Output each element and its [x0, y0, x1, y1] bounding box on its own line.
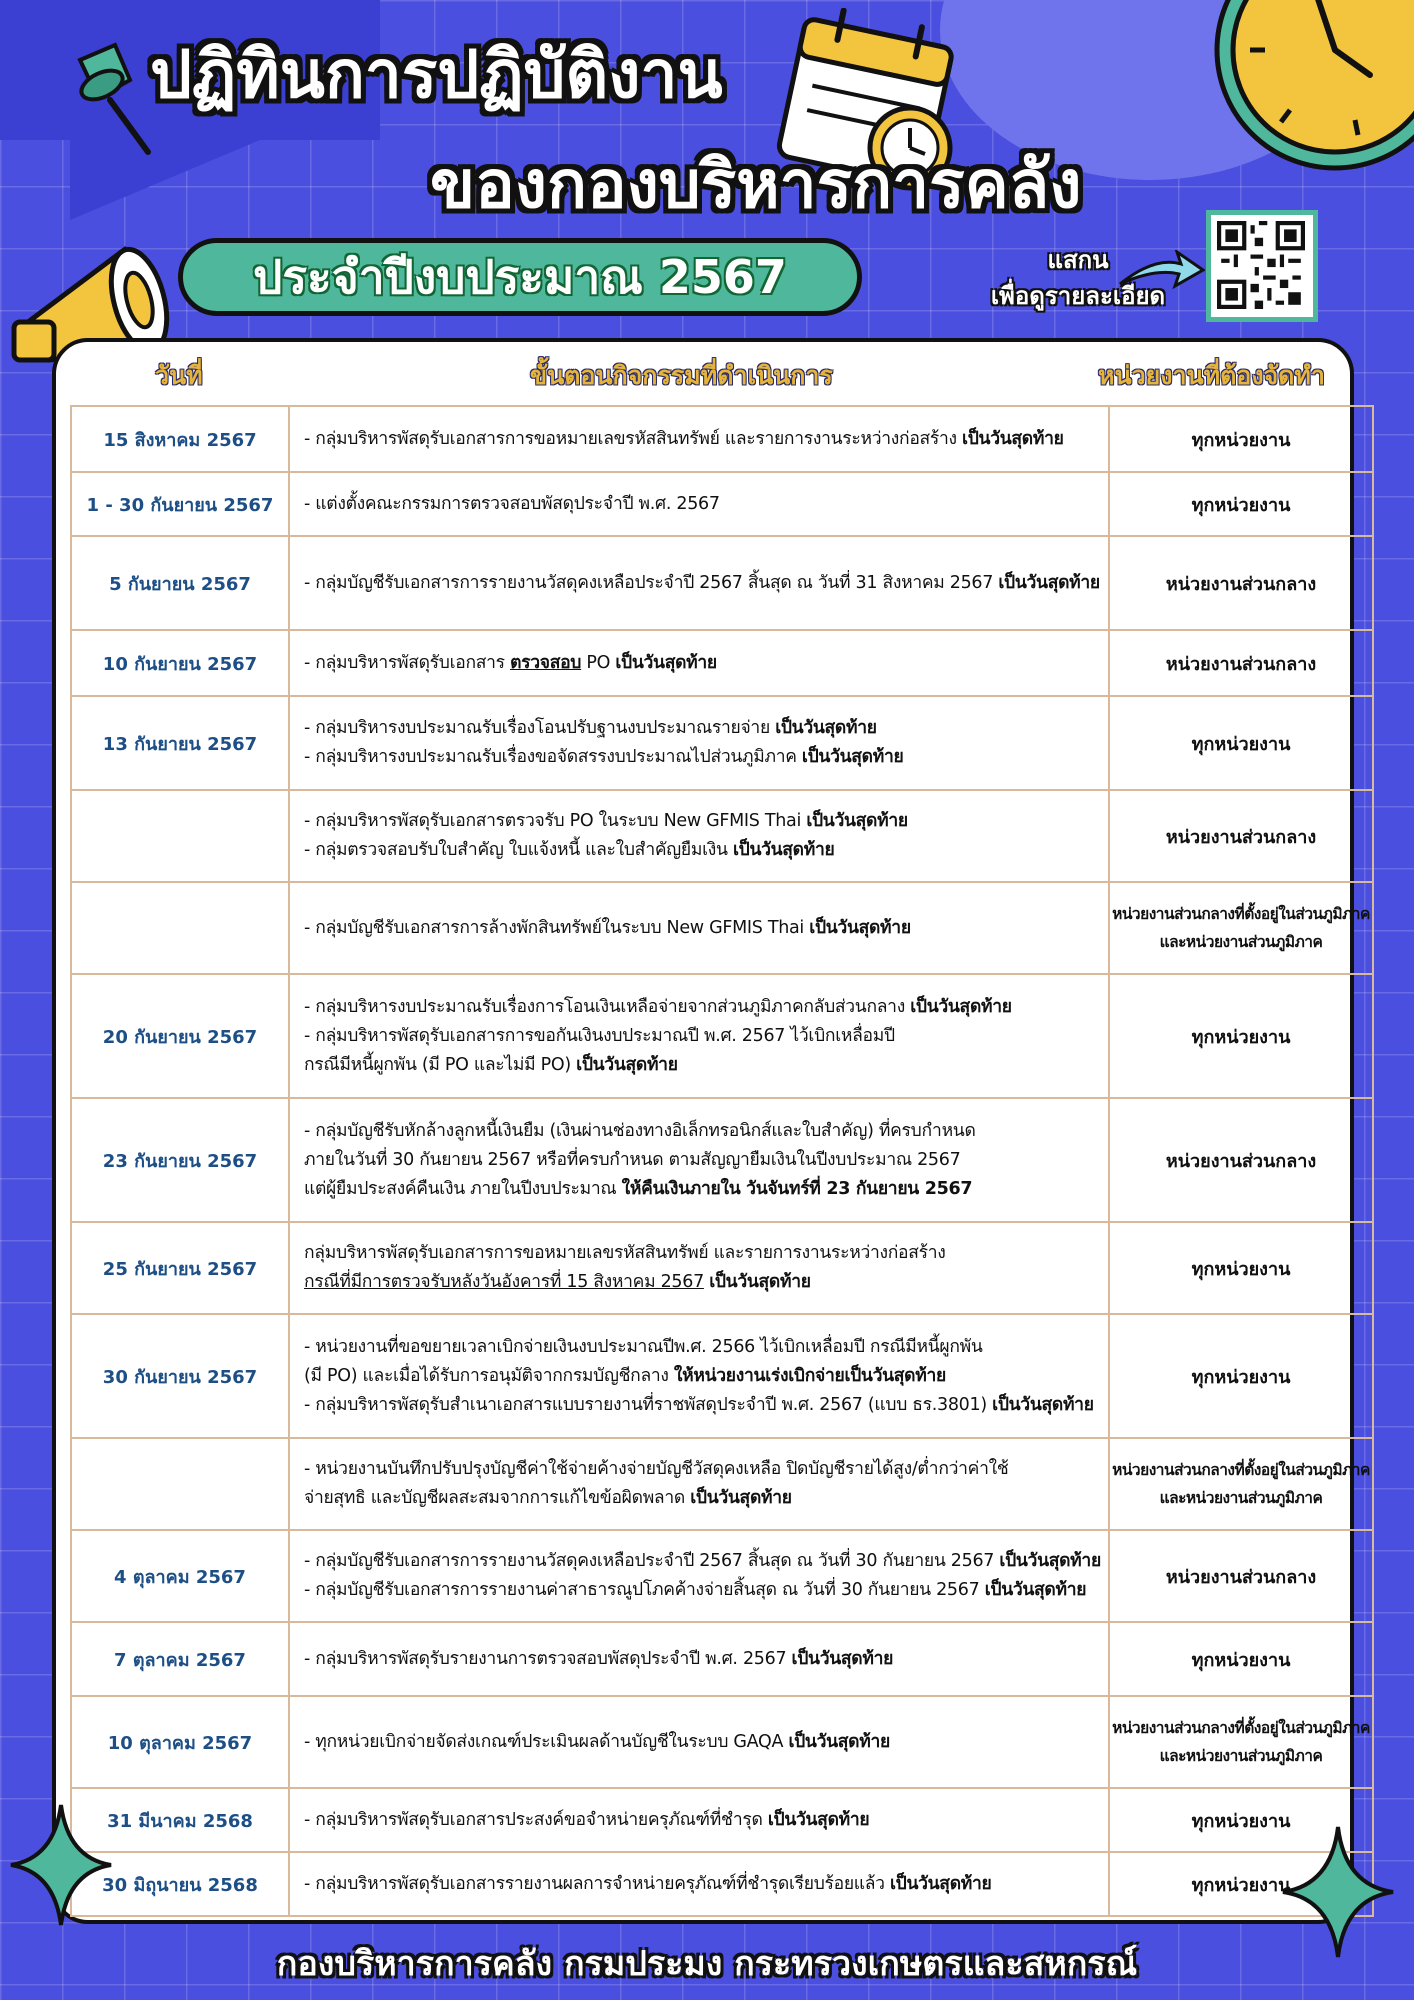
- activity-text: กลุ่มบริหารพัสดุรับเอกสารการขอหมายเลขรหัสสินทรัพย์ และรายการงานระหว่างก่อสร้าง: [304, 1243, 946, 1263]
- row-date: [71, 882, 289, 974]
- row-activity: [289, 1852, 1109, 1916]
- activity-line: [304, 1333, 1094, 1362]
- row-responsible-unit: หน่วยงานส่วนกลาง: [1109, 1098, 1373, 1222]
- row-date: 15 สิงหาคม 2567: [71, 406, 289, 472]
- row-responsible-unit: ทุกหน่วยงาน: [1109, 1788, 1373, 1852]
- table-row: [71, 1852, 1373, 1916]
- table-row: [71, 1314, 1373, 1438]
- row-responsible-unit: หน่วยงานส่วนกลางที่ตั้งอยู่ในส่วนภูมิภาค และหน่วยงานส่วนภูมิภาค: [1109, 1438, 1373, 1530]
- activity-text: แต่ผู้ยืมประสงค์คืนเงิน ภายในปีงบประมาณ: [304, 1178, 622, 1199]
- activity-line: [304, 914, 1094, 943]
- activity-line: [304, 649, 1094, 678]
- activity-deadline-text: เป็นวันสุดท้าย: [801, 747, 904, 767]
- table-row: [71, 1530, 1373, 1622]
- table-row: [71, 1696, 1373, 1788]
- row-date: 10 ตุลาคม 2567: [71, 1696, 289, 1788]
- activity-text: - กลุ่มบริหารงบประมาณรับเรื่องโอนปรับฐานงบประมาณรายจ่าย: [304, 718, 776, 738]
- activity-text: - กลุ่มตรวจสอบรับใบสำคัญ ใบแจ้งหนี้ และใบสำคัญยืมเงิน: [304, 840, 733, 860]
- activity-text: - กลุ่มบัญชีรับเอกสารการรายงานค่าสาธารณูปโภคค้างจ่ายสิ้นสุด ณ วันที่ 30 กันยายน 2567: [304, 1580, 985, 1600]
- activity-deadline-text: เป็นวันสุดท้าย: [767, 1809, 870, 1830]
- activity-text: - กลุ่มบริหารพัสดุรับเอกสารรายงานผลการจำหน่ายครุภัณฑ์ที่ชำรุดเรียบร้อยแล้ว: [304, 1873, 890, 1894]
- row-responsible-unit: ทุกหน่วยงาน: [1109, 1622, 1373, 1696]
- activity-text: - กลุ่มบัญชีรับเอกสารการรายงานวัสดุคงเหลือประจำปี 2567 สิ้นสุด ณ วันที่ 31 สิงหาคม 2567: [304, 572, 999, 593]
- scan-detail-label: เพื่อดูรายละเอียด: [990, 282, 1166, 310]
- activity-line: [304, 1268, 1094, 1297]
- activity-text: - แต่งตั้งคณะกรรมการตรวจสอบพัสดุประจำปี พ.ศ. 2567: [304, 493, 720, 514]
- activity-text: - กลุ่มบริหารพัสดุรับสำเนาเอกสารแบบรายงานที่ราชพัสดุประจำปี พ.ศ. 2567 (แบบ ธร.3801): [304, 1394, 993, 1415]
- row-activity: [289, 630, 1109, 696]
- pushpin-icon: [70, 40, 160, 160]
- table-row: [71, 974, 1373, 1098]
- row-date: 20 กันยายน 2567: [71, 974, 289, 1098]
- activity-line: [304, 490, 1094, 519]
- sparkle-icon: [6, 1800, 116, 1930]
- row-activity: [289, 1788, 1109, 1852]
- row-responsible-unit: ทุกหน่วยงาน: [1109, 974, 1373, 1098]
- activity-deadline-text: เป็นวันสุดท้าย: [791, 1648, 894, 1669]
- row-responsible-unit: ทุกหน่วยงาน: [1109, 406, 1373, 472]
- activity-line: [304, 836, 1094, 865]
- row-responsible-unit: หน่วยงานส่วนกลาง: [1109, 630, 1373, 696]
- activity-line: [304, 1484, 1094, 1513]
- row-activity: [289, 1622, 1109, 1696]
- activity-line: [304, 714, 1094, 743]
- qr-code-icon: [1217, 221, 1305, 309]
- activity-text: - กลุ่มบริหารพัสดุรับเอกสารตรวจรับ PO ในระบบ New GFMIS Thai: [304, 811, 807, 831]
- activity-deadline-text: เป็นวันสุดท้าย: [788, 1731, 890, 1752]
- activity-text: - กลุ่มบริหารพัสดุรับเอกสารการขอกันเงินงบประมาณปี พ.ศ. 2567 ไว้เบิกเหลื่อมปี: [304, 1025, 895, 1046]
- activity-deadline-text: เป็นวันสุดท้าย: [992, 1394, 1094, 1415]
- row-date: [71, 1438, 289, 1530]
- row-date: 30 มิถุนายน 2568: [71, 1852, 289, 1916]
- activity-text: - กลุ่มบริหารพัสดุรับเอกสารประสงค์ขอจำหน่ายครุภัณฑ์ที่ชำรุด: [304, 1809, 768, 1830]
- activity-line: [304, 1362, 1094, 1391]
- activity-deadline-text: เป็นวันสุดท้าย: [910, 996, 1012, 1017]
- row-responsible-unit: ทุกหน่วยงาน: [1109, 696, 1373, 790]
- row-activity: [289, 696, 1109, 790]
- row-date: 1 - 30 กันยายน 2567: [71, 472, 289, 536]
- activity-line: [304, 1645, 1094, 1674]
- row-date: 7 ตุลาคม 2567: [71, 1622, 289, 1696]
- activity-line: [304, 1806, 1094, 1835]
- activity-deadline-text: เป็นวันสุดท้าย: [962, 428, 1064, 449]
- activity-line: [304, 1051, 1094, 1080]
- row-date: 23 กันยายน 2567: [71, 1098, 289, 1222]
- table-row: [71, 882, 1373, 974]
- activity-text: - กลุ่มบริหารพัสดุรับรายงานการตรวจสอบพัสดุประจำปี พ.ศ. 2567: [304, 1648, 792, 1669]
- activity-line: [304, 743, 1094, 772]
- activity-line: [304, 1146, 1094, 1175]
- schedule-table: [70, 405, 1374, 1917]
- row-responsible-unit: ทุกหน่วยงาน: [1109, 1314, 1373, 1438]
- activity-line: [304, 425, 1094, 454]
- row-responsible-unit: ทุกหน่วยงาน: [1109, 1222, 1373, 1314]
- activity-text: - กลุ่มบัญชีรับหักล้างลูกหนี้เงินยืม (เงินผ่านช่องทางอิเล็กทรอนิกส์และใบสำคัญ) ที่ครบกำหนด: [304, 1120, 976, 1141]
- row-date: 13 กันยายน 2567: [71, 696, 289, 790]
- activity-line: [304, 807, 1094, 836]
- activity-text: - กลุ่มบัญชีรับเอกสารการล้างพักสินทรัพย์ในระบบ New GFMIS Thai: [304, 917, 810, 938]
- row-activity: [289, 406, 1109, 472]
- activity-line: [304, 1175, 1094, 1204]
- row-activity: [289, 1530, 1109, 1622]
- activity-line: [304, 1239, 1094, 1268]
- table-row: [71, 1098, 1373, 1222]
- row-activity: [289, 790, 1109, 882]
- qr-code[interactable]: [1206, 210, 1318, 322]
- table-row: [71, 696, 1373, 790]
- row-activity: [289, 1098, 1109, 1222]
- activity-text: - กลุ่มบริหารงบประมาณรับเรื่องการโอนเงินเหลือจ่ายจากส่วนภูมิภาคกลับส่วนกลาง: [304, 996, 911, 1017]
- activity-deadline-text: เป็นวันสุดท้าย: [998, 572, 1100, 593]
- row-responsible-unit: หน่วยงานส่วนกลางที่ตั้งอยู่ในส่วนภูมิภาค และหน่วยงานส่วนภูมิภาค: [1109, 1696, 1373, 1788]
- table-row: [71, 1222, 1373, 1314]
- row-activity: [289, 536, 1109, 630]
- activity-text: จ่ายสุทธิ และบัญชีผลสะสมจากการแก้ไขข้อผิดพลาด: [304, 1488, 691, 1508]
- row-responsible-unit: หน่วยงานส่วนกลาง: [1109, 536, 1373, 630]
- activity-deadline-text: เป็นวันสุดท้าย: [709, 1272, 811, 1292]
- row-date: 31 มีนาคม 2568: [71, 1788, 289, 1852]
- footer-organization: กองบริหารการคลัง กรมประมง กระทรวงเกษตรและสหกรณ์: [276, 1944, 1138, 1984]
- activity-deadline-text: เป็นวันสุดท้าย: [984, 1580, 1087, 1600]
- column-header-unit: หน่วยงานที่ต้องจัดทำ: [1098, 361, 1325, 390]
- table-row: [71, 1788, 1373, 1852]
- activity-text: - หน่วยงานบันทึกปรับปรุงบัญชีค่าใช้จ่ายค้างจ่ายบัญชีวัสดุคงเหลือ ปิดบัญชีรายได้สูง/ต่ำกว่าค่าใช้: [304, 1459, 1009, 1479]
- activity-text: - หน่วยงานที่ขอขยายเวลาเบิกจ่ายเงินงบประมาณปีพ.ศ. 2566 ไว้เบิกเหลื่อมปี กรณีมีหนี้ผูกพัน: [304, 1336, 983, 1357]
- fiscal-year-banner: ประจำปีงบประมาณ 2567: [178, 238, 862, 316]
- activity-line: [304, 1391, 1094, 1420]
- activity-deadline-text: เป็นวันสุดท้าย: [576, 1054, 678, 1075]
- table-row: [71, 1438, 1373, 1530]
- row-activity: [289, 1314, 1109, 1438]
- activity-text: กรณีมีหนี้ผูกพัน (มี PO และไม่มี PO): [304, 1054, 577, 1075]
- activity-text: (มี PO) และเมื่อได้รับการอนุมัติจากกรมบัญชีกลาง: [304, 1365, 674, 1386]
- activity-underlined-text: กรณีที่มีการตรวจรับหลังวันอังคารที่ 15 สิงหาคม 2567: [304, 1272, 704, 1292]
- row-date: 30 กันยายน 2567: [71, 1314, 289, 1438]
- table-row: [71, 1622, 1373, 1696]
- row-responsible-unit: ทุกหน่วยงาน: [1109, 1852, 1373, 1916]
- row-activity: [289, 1438, 1109, 1530]
- activity-text: - กลุ่มบริหารงบประมาณรับเรื่องขอจัดสรรงบประมาณไปส่วนภูมิภาค: [304, 747, 802, 767]
- activity-deadline-text: เป็นวันสุดท้าย: [809, 917, 911, 938]
- activity-line: [304, 1022, 1094, 1051]
- row-date: 4 ตุลาคม 2567: [71, 1530, 289, 1622]
- activity-text: ภายในวันที่ 30 กันยายน 2567 หรือที่ครบกำหนด ตามสัญญายืมเงินในปีงบประมาณ 2567: [304, 1149, 961, 1170]
- activity-deadline-text: ให้หน่วยงานเร่งเบิกจ่ายเป็นวันสุดท้าย: [673, 1365, 946, 1386]
- page-title-line-1: ปฏิทินการปฏิบัติงาน: [150, 36, 723, 113]
- activity-line: [304, 569, 1100, 598]
- table-row: [71, 406, 1373, 472]
- activity-deadline-text: เป็นวันสุดท้าย: [889, 1873, 992, 1894]
- arrow-right-icon: [1115, 250, 1205, 294]
- column-header-date: วันที่: [155, 361, 203, 390]
- activity-text: - กลุ่มบัญชีรับเอกสารการรายงานวัสดุคงเหลือประจำปี 2567 สิ้นสุด ณ วันที่ 30 กันยายน 2567: [304, 1551, 1000, 1571]
- row-activity: [289, 882, 1109, 974]
- activity-line: [304, 1117, 1094, 1146]
- activity-underlined-text: ตรวจสอบ: [510, 652, 582, 673]
- row-activity: [289, 1696, 1109, 1788]
- column-header-activity: ขั้นตอนกิจกรรมที่ดำเนินการ: [530, 361, 833, 390]
- row-responsible-unit: หน่วยงานส่วนกลาง: [1109, 1530, 1373, 1622]
- row-responsible-unit: หน่วยงานส่วนกลางที่ตั้งอยู่ในส่วนภูมิภาค และหน่วยงานส่วนภูมิภาค: [1109, 882, 1373, 974]
- activity-deadline-text: เป็นวันสุดท้าย: [690, 1488, 792, 1508]
- table-row: [71, 630, 1373, 696]
- scan-label: แสกน: [1047, 246, 1109, 274]
- row-activity: [289, 472, 1109, 536]
- activity-line: [304, 1870, 1094, 1899]
- activity-deadline-text: เป็นวันสุดท้าย: [999, 1551, 1101, 1571]
- activity-deadline-text: เป็นวันสุดท้าย: [775, 718, 877, 738]
- activity-text: - กลุ่มบริหารพัสดุรับเอกสารการขอหมายเลขรหัสสินทรัพย์ และรายการงานระหว่างก่อสร้าง: [304, 428, 963, 449]
- activity-deadline-text: เป็นวันสุดท้าย: [732, 840, 835, 860]
- row-activity: [289, 974, 1109, 1098]
- table-row: [71, 472, 1373, 536]
- row-responsible-unit: ทุกหน่วยงาน: [1109, 472, 1373, 536]
- activity-deadline-text: เป็นวันสุดท้าย: [806, 811, 908, 831]
- activity-line: [304, 1728, 1094, 1757]
- row-responsible-unit: หน่วยงานส่วนกลาง: [1109, 790, 1373, 882]
- row-date: 10 กันยายน 2567: [71, 630, 289, 696]
- activity-deadline-text: ให้คืนเงินภายใน วันจันทร์ที่ 23 กันยายน 2567: [621, 1178, 973, 1199]
- row-date: [71, 790, 289, 882]
- activity-line: [304, 1455, 1094, 1484]
- activity-line: [304, 993, 1094, 1022]
- row-activity: [289, 1222, 1109, 1314]
- activity-text: - กลุ่มบริหารพัสดุรับเอกสาร: [304, 652, 511, 673]
- activity-line: [304, 1547, 1101, 1576]
- activity-text: PO: [581, 652, 616, 673]
- row-date: 25 กันยายน 2567: [71, 1222, 289, 1314]
- table-row: [71, 790, 1373, 882]
- table-row: [71, 536, 1373, 630]
- clock-icon: [1205, 0, 1414, 190]
- activity-deadline-text: เป็นวันสุดท้าย: [615, 652, 717, 673]
- row-date: 5 กันยายน 2567: [71, 536, 289, 630]
- activity-line: [304, 1576, 1094, 1605]
- page-title-line-2: ของกองบริหารการคลัง: [430, 146, 1082, 223]
- activity-text: - ทุกหน่วยเบิกจ่ายจัดส่งเกณฑ์ประเมินผลด้านบัญชีในระบบ GAQA: [304, 1731, 789, 1752]
